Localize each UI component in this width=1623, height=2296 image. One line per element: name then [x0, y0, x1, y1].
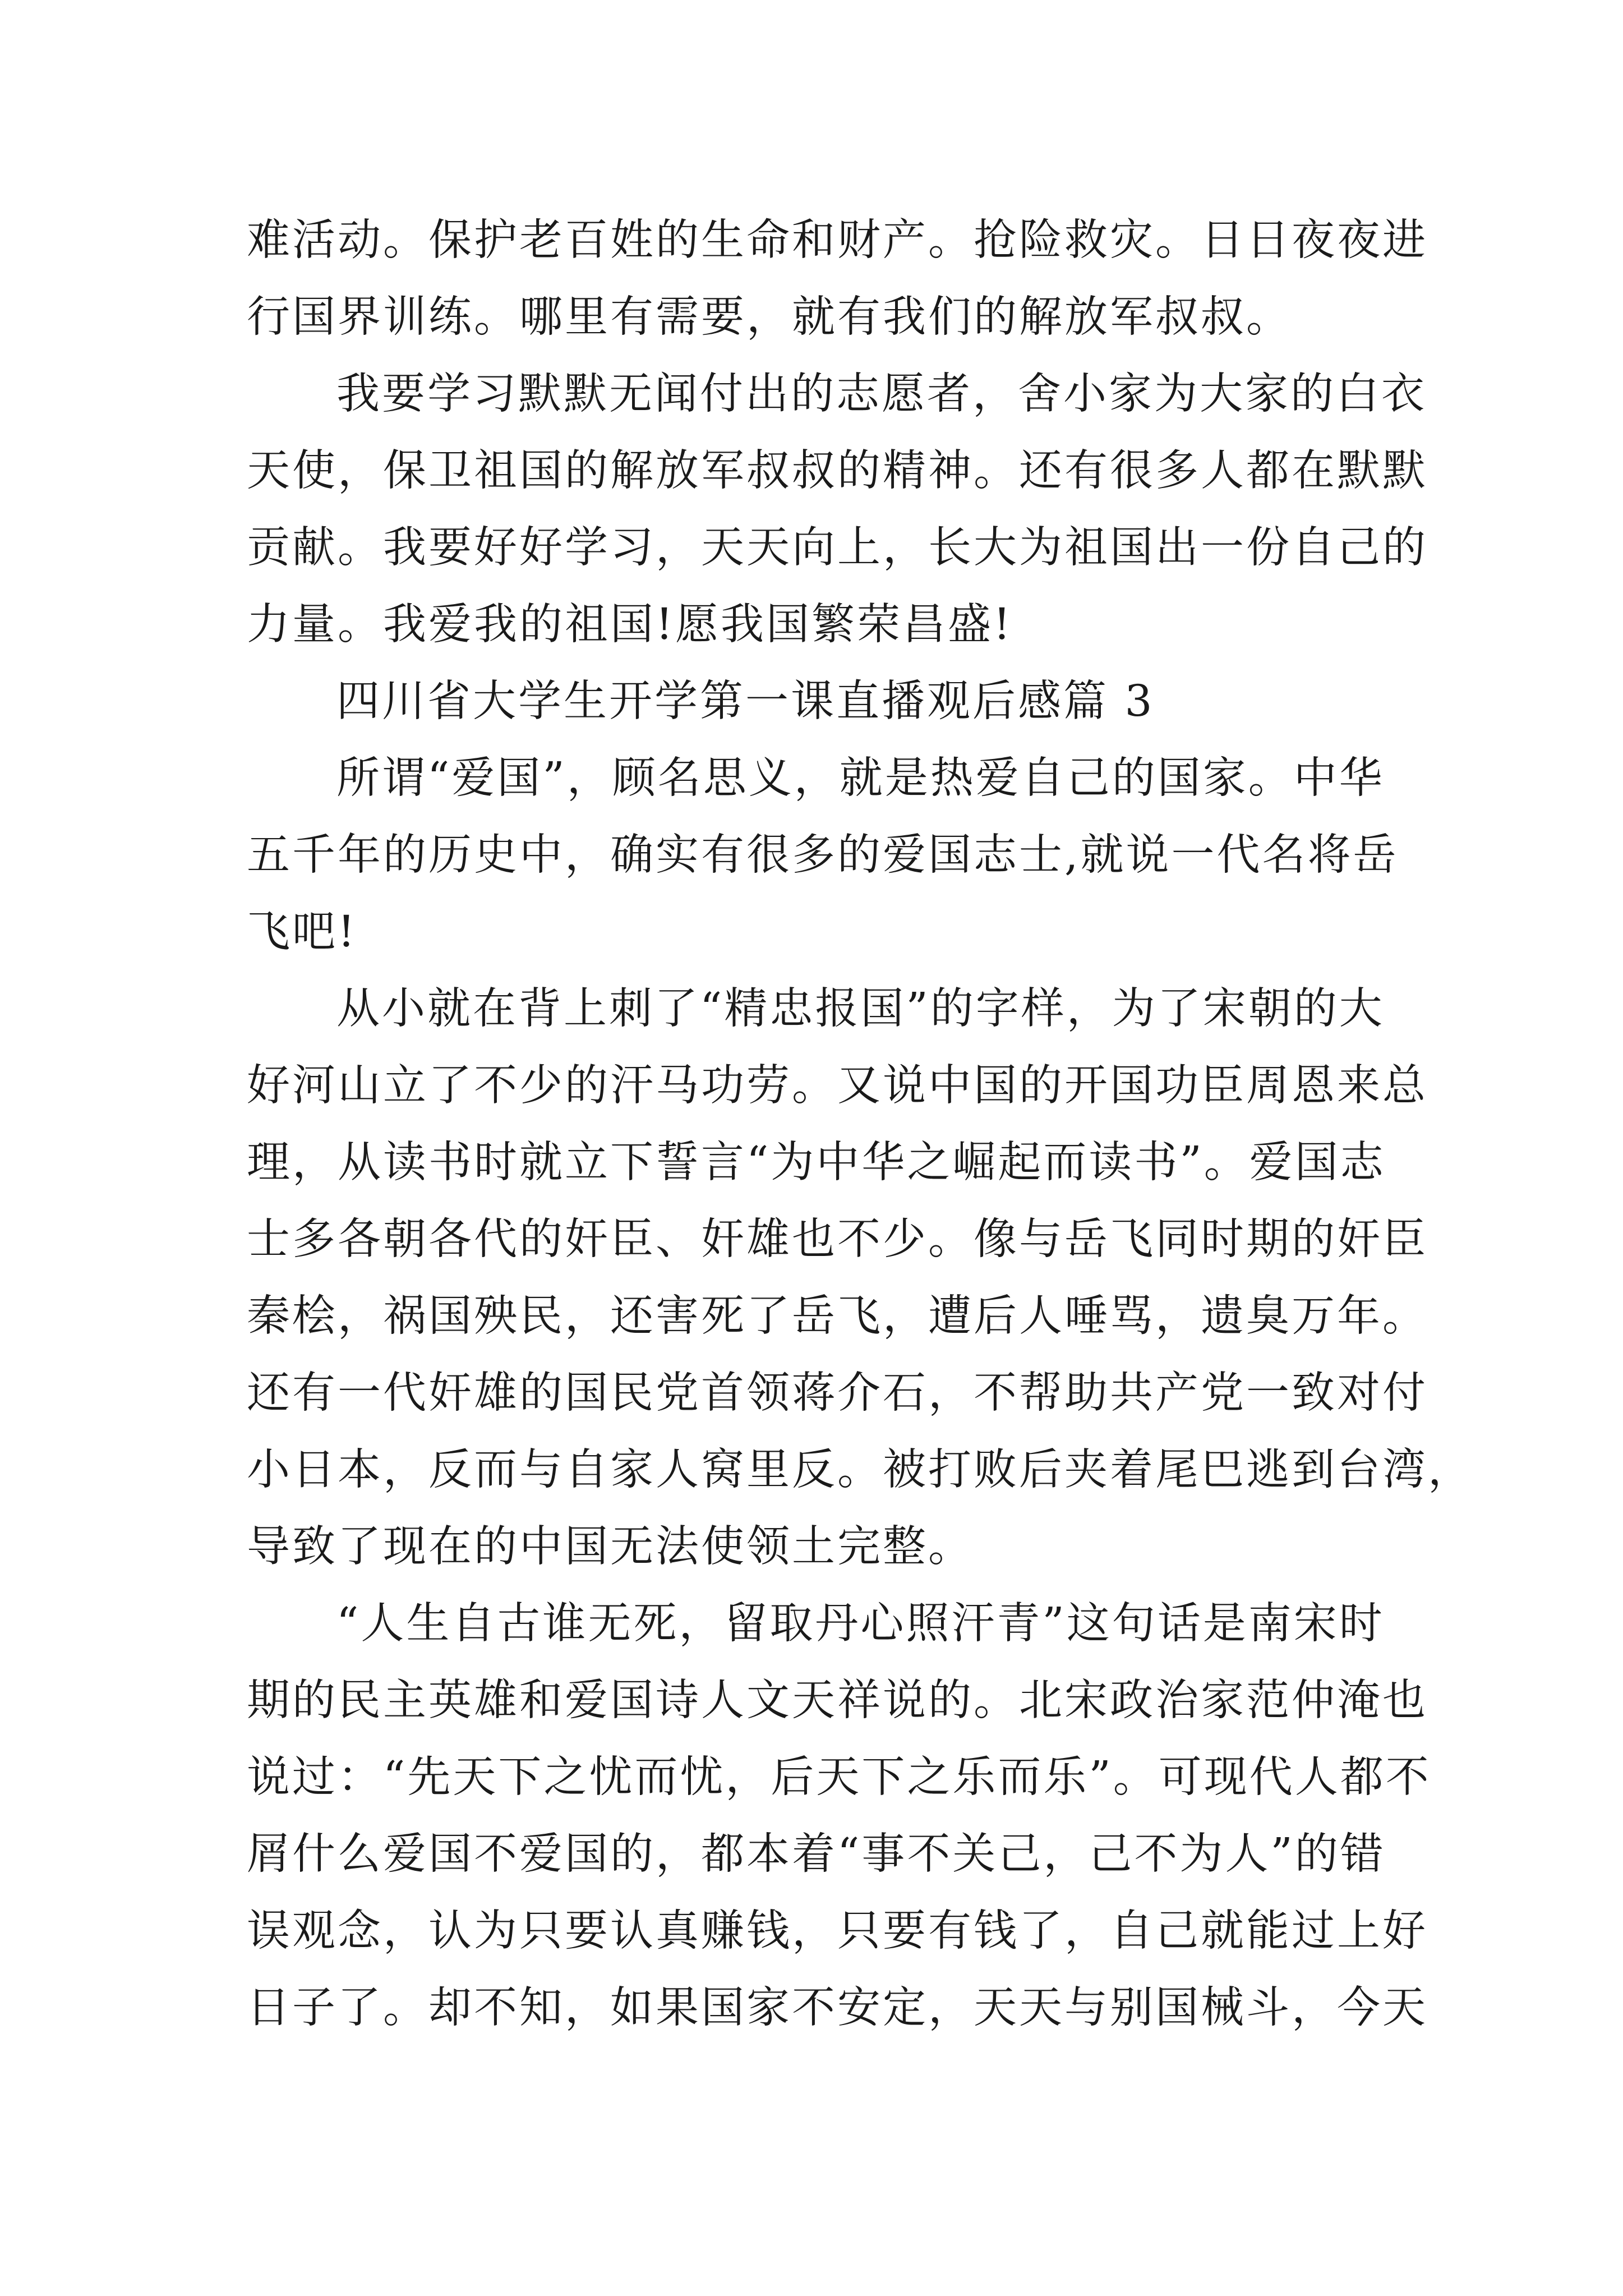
text-line: 所谓“爱国”，顾名思义，就是热爱自己的国家。中华: [336, 753, 1385, 803]
text-line: 秦桧，祸国殃民，还害死了岳飞，遭后人唾骂，遗臭万年。: [247, 1291, 1428, 1341]
text-line: 士多各朝各代的奸臣、奸雄也不少。像与岳飞同时期的奸臣: [247, 1214, 1428, 1264]
text-line: 我要学习默默无闻付出的志愿者，舍小家为大家的白衣: [336, 369, 1427, 419]
text-line: 导致了现在的中国无法使领土完整。: [247, 1522, 974, 1572]
text-line: 力量。我爱我的祖国!愿我国繁荣昌盛!: [247, 600, 1013, 650]
text-line: 天使，保卫祖国的解放军叔叔的精神。还有很多人都在默默: [247, 446, 1428, 496]
text-line: 难活动。保护老百姓的生命和财产。抢险救灾。日日夜夜进: [247, 215, 1428, 265]
text-line: 从小就在背上刺了“精忠报国”的字样，为了宋朝的大: [336, 984, 1385, 1034]
text-line: 期的民主英雄和爱国诗人文天祥说的。北宋政治家范仲淹也: [247, 1676, 1428, 1726]
document-body: [247, 202, 1473, 2046]
text-line: 误观念，认为只要认真赚钱，只要有钱了，自己就能过上好: [247, 1906, 1428, 1956]
text-line: 好河山立了不少的汗马功劳。又说中国的开国功臣周恩来总: [247, 1061, 1428, 1111]
text-line: 小日本，反而与自家人窝里反。被打败后夹着尾巴逃到台湾，: [247, 1445, 1473, 1495]
text-line: 还有一代奸雄的国民党首领蒋介石，不帮助共产党一致对付: [247, 1368, 1428, 1418]
text-line: 五千年的历史中，确实有很多的爱国志士,就说一代名将岳: [247, 830, 1399, 880]
text-line: 行国界训练。哪里有需要，就有我们的解放军叔叔。: [247, 292, 1292, 342]
section-heading: 四川省大学生开学第一课直播观后感篇 3: [336, 677, 1155, 726]
text-line: 贡献。我要好好学习，天天向上，长大为祖国出一份自己的: [247, 523, 1428, 573]
text-line: “人生自古谁无死，留取丹心照汗青”这句话是南宋时: [336, 1599, 1385, 1649]
text-line: 屑什么爱国不爱国的，都本着“事不关己，己不为人”的错: [247, 1829, 1386, 1879]
text-line: 飞吧!: [247, 907, 357, 957]
text-line: 说过：“先天下之忧而忧，后天下之乐而乐”。可现代人都不: [247, 1752, 1431, 1802]
text-line: 理，从读书时就立下誓言“为中华之崛起而读书”。爱国志: [247, 1138, 1386, 1188]
text-line: 日子了。却不知，如果国家不安定，天天与别国械斗，今天: [247, 1983, 1428, 2033]
